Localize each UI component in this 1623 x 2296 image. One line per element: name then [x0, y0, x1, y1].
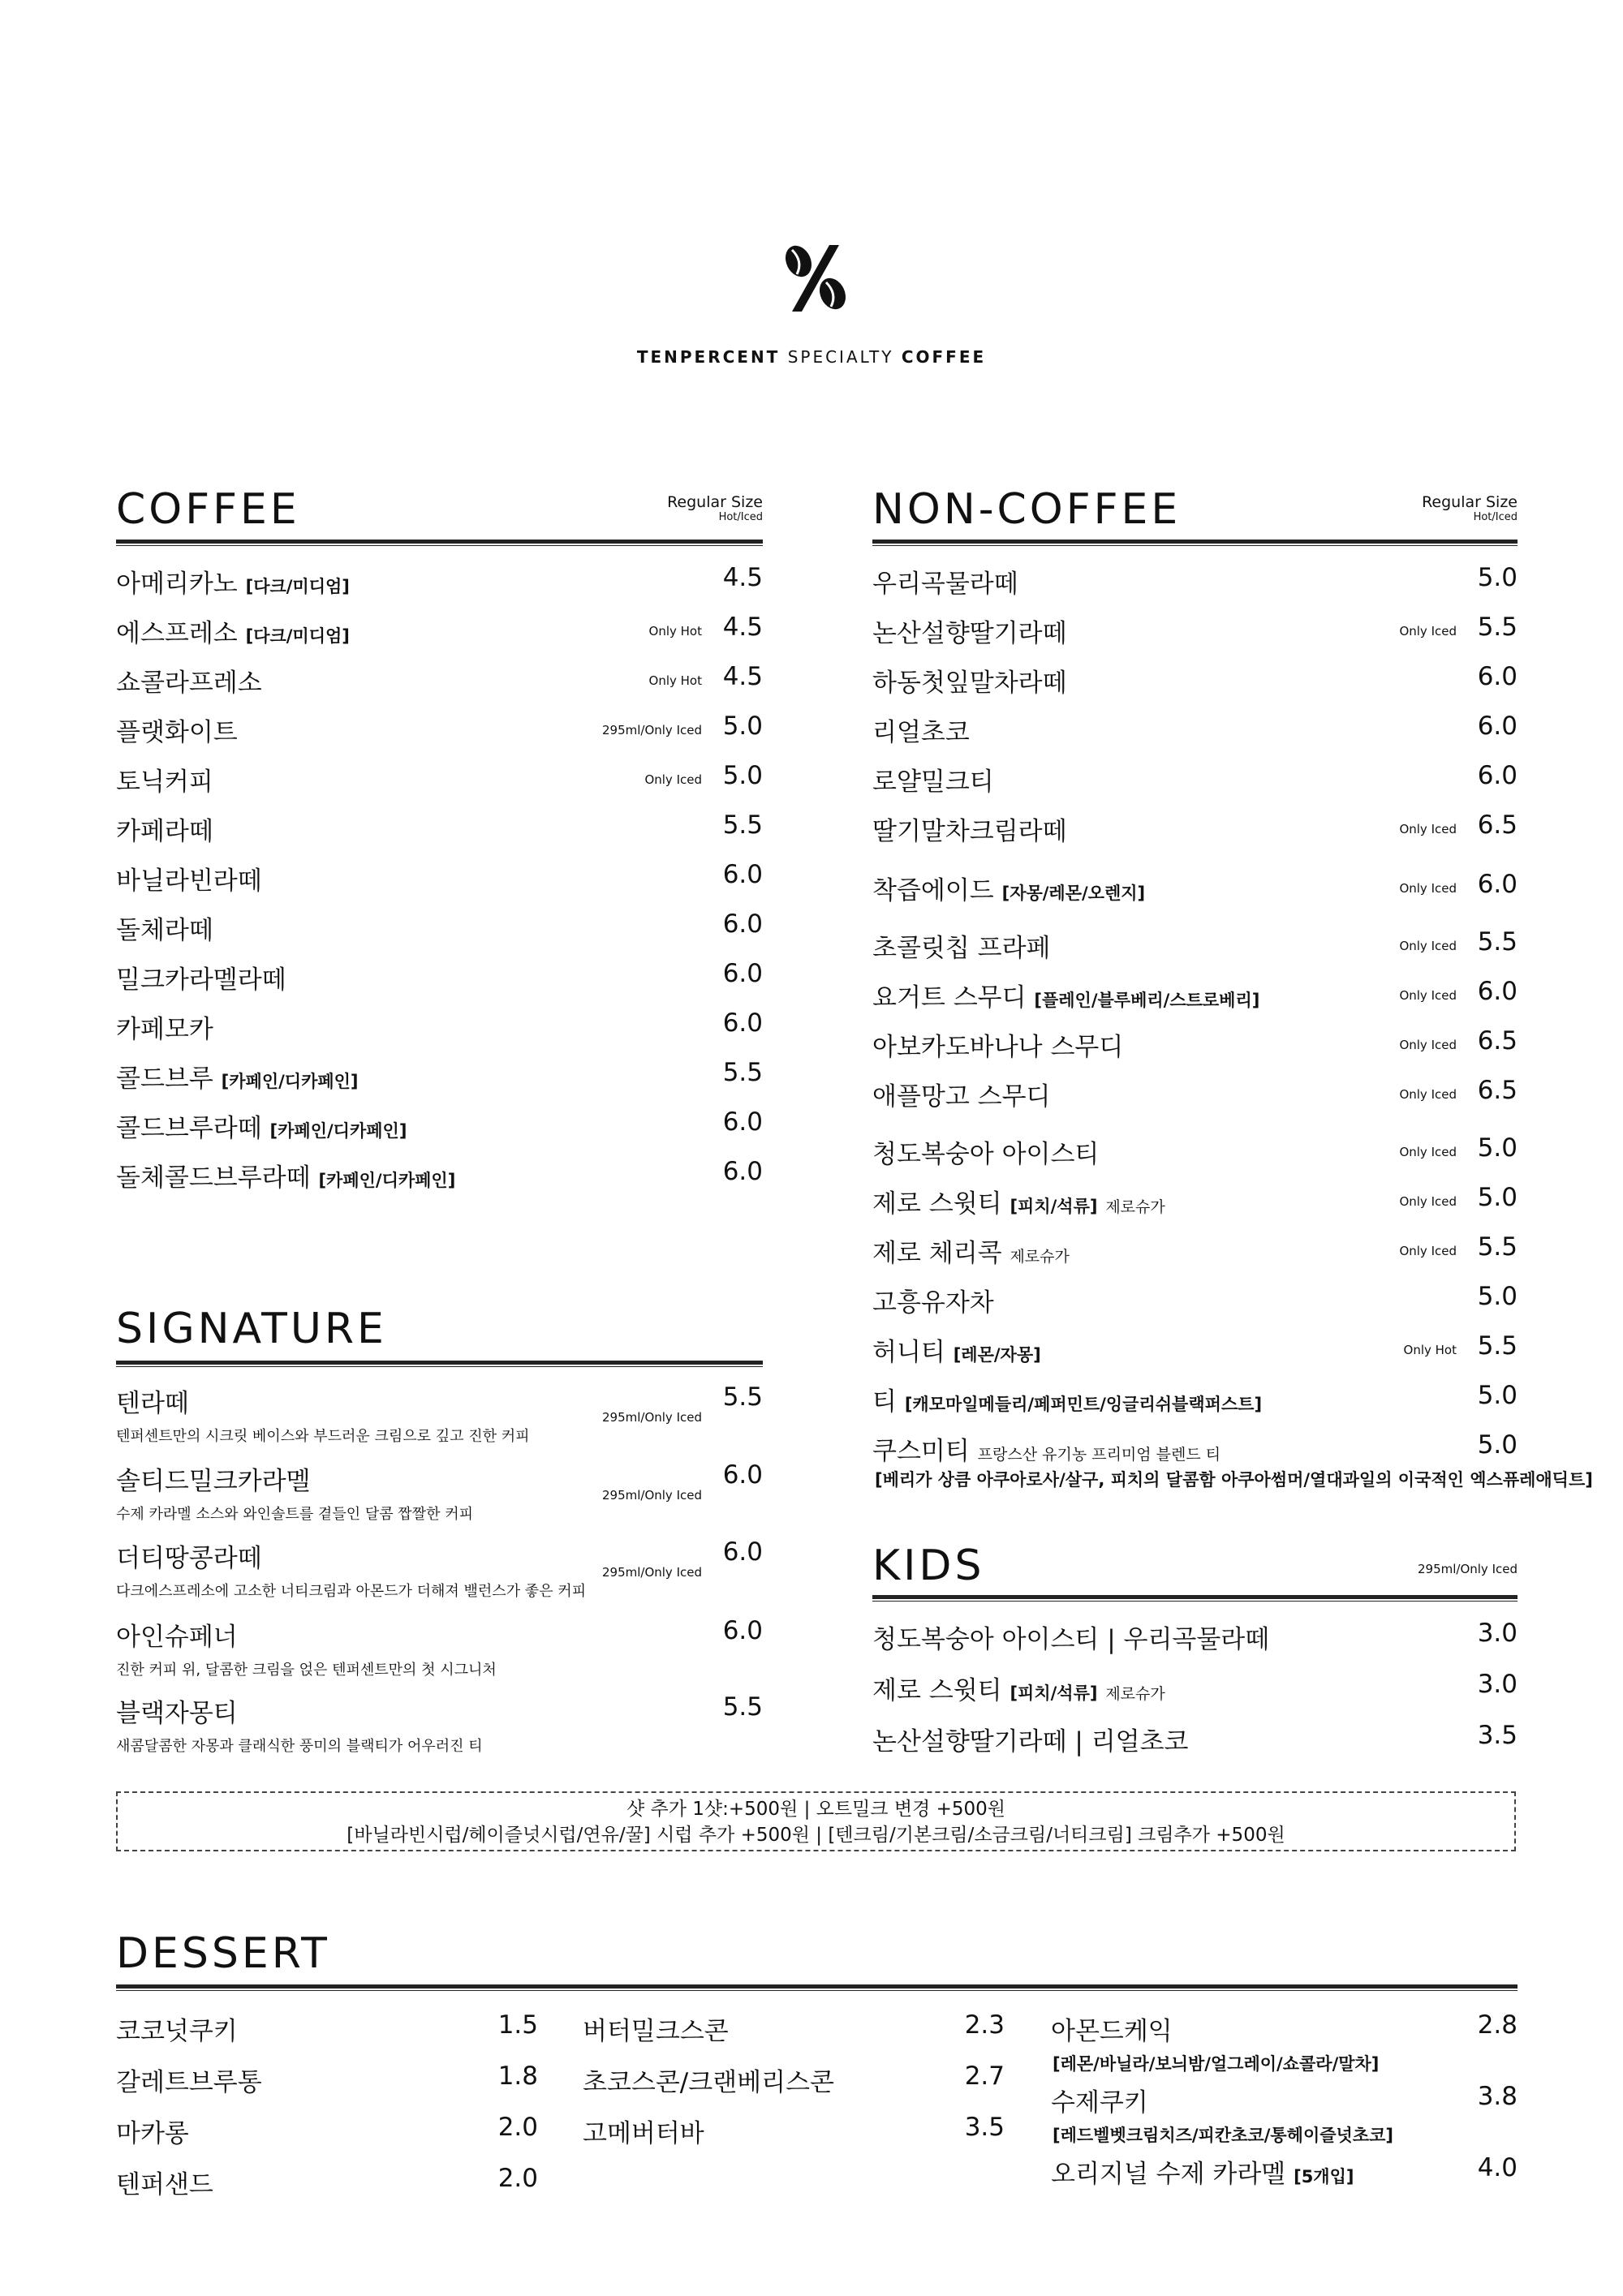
menu-item-title: 밀크카라멜라떼: [116, 965, 286, 995]
menu-item-price: 3.0: [1477, 1670, 1518, 1699]
coffee-section-title: COFFEE: [116, 485, 300, 534]
menu-item-row: [116, 2164, 538, 2204]
menu-item-price: 3.8: [1477, 2082, 1518, 2111]
menu-item-row: [116, 563, 763, 604]
menu-item-price: 3.5: [1477, 1721, 1518, 1750]
menu-item-price: 6.0: [1477, 662, 1518, 691]
menu-item-name: [116, 1008, 213, 1045]
dessert-detail: [레드벨벳크림치즈/피칸초코/통헤이즐넛초코]: [1053, 2126, 1393, 2145]
menu-item-title: 플랫화이트: [116, 718, 238, 747]
menu-item-title: 논산설향딸기라떼 | 리얼초코: [872, 1727, 1189, 1756]
menu-item-price: 6.0: [1477, 712, 1518, 741]
menu-item-title: 요거트 스무디: [872, 983, 1027, 1013]
menu-item-row: [872, 761, 1518, 802]
menu-item-option: [자몽/레몬/오렌지]: [1001, 884, 1146, 903]
menu-item-title: 수제쿠키: [1051, 2088, 1148, 2118]
menu-item-price: 5.0: [1477, 1381, 1518, 1410]
menu-item-name: [116, 810, 213, 847]
menu-item-option: [레몬/자몽]: [953, 1345, 1041, 1365]
menu-item-row: [1051, 2010, 1518, 2051]
kids-divider: [872, 1595, 1518, 1602]
addon-options-box: [116, 1791, 1516, 1851]
menu-item-name: [872, 761, 994, 798]
menu-item-price: 5.0: [1477, 1282, 1518, 1311]
menu-item-title: 제로 스윗티: [872, 1189, 1002, 1219]
menu-item-price: 5.5: [722, 1382, 763, 1412]
menu-item-price: 6.0: [722, 1616, 763, 1645]
menu-item-name: [872, 1619, 1269, 1655]
menu-item-option: [카페인/디카페인]: [318, 1171, 456, 1190]
menu-item-price: 1.5: [497, 2010, 538, 2040]
menu-item-row: [116, 613, 763, 653]
menu-item-name: [116, 1460, 311, 1497]
menu-item-name: [116, 761, 213, 798]
menu-item-title: 제로 체리콕: [872, 1239, 1002, 1268]
menu-item-price: 6.0: [1477, 761, 1518, 790]
menu-item-name: [116, 1058, 359, 1094]
menu-item-name: [116, 1537, 262, 1574]
menu-item-name: [872, 870, 1145, 906]
menu-item-price: 6.0: [722, 909, 763, 939]
menu-item-title: 더티땅콩라떼: [116, 1544, 262, 1573]
menu-item-price: 6.0: [722, 1460, 763, 1490]
menu-item-price: 2.3: [964, 2010, 1005, 2040]
menu-item-name: [872, 1331, 1041, 1368]
percent-coffee-bean-icon: [779, 243, 852, 312]
menu-item-title: 솔티드밀크카라멜: [116, 1467, 311, 1496]
menu-item-row: [872, 977, 1518, 1017]
noncoffee-section-title: NON-COFFEE: [872, 485, 1182, 534]
menu-item-row: [116, 1616, 763, 1657]
menu-item-title: 콜드브루라떼: [116, 1114, 262, 1143]
menu-item-price: 5.5: [722, 1058, 763, 1087]
menu-item-note: Only Iced: [1399, 1244, 1457, 1258]
menu-item-price: 2.0: [497, 2113, 538, 2142]
menu-item-note: Only Iced: [644, 772, 702, 787]
menu-item-row: [116, 2010, 538, 2051]
menu-item-title: 허니티: [872, 1338, 945, 1367]
menu-item-title: 아보카도바나나 스무디: [872, 1033, 1124, 1062]
menu-item-title: 쇼콜라프레소: [116, 669, 262, 698]
menu-item-row: [116, 1008, 763, 1049]
menu-item-price: 3.5: [964, 2113, 1005, 2142]
menu-item-price: 6.5: [1477, 1026, 1518, 1056]
menu-item-name: [1051, 2153, 1354, 2190]
menu-item-title: 에스프레소: [116, 619, 238, 648]
menu-item-row: [116, 761, 763, 802]
menu-item-price: 5.0: [1477, 563, 1518, 592]
menu-item-row: [872, 613, 1518, 653]
menu-item-name: [872, 1183, 1165, 1219]
menu-item-row: [872, 1282, 1518, 1322]
menu-item-title: 마카롱: [116, 2119, 189, 2148]
menu-item-note: 295ml/Only Iced: [601, 1488, 702, 1503]
menu-item-name: [116, 662, 262, 699]
menu-item-price: 5.0: [1477, 1183, 1518, 1212]
menu-item-price: 2.8: [1477, 2010, 1518, 2040]
menu-item-note: Only Hot: [648, 624, 702, 638]
menu-item-title: 아몬드케익: [1051, 2017, 1173, 2046]
menu-item-title: 카페모카: [116, 1015, 213, 1044]
menu-item-description: 텐퍼센트만의 시크릿 베이스와 부드러운 크림으로 깊고 진한 커피: [116, 1428, 530, 1445]
menu-item-price: 5.0: [722, 761, 763, 790]
menu-item-name: [872, 563, 1018, 600]
menu-item-title: 코코넛쿠키: [116, 2017, 238, 2046]
menu-item-note: Only Iced: [1399, 822, 1457, 836]
menu-item-row: [1051, 2082, 1518, 2122]
noncoffee-divider: [872, 540, 1518, 546]
menu-item-name: [116, 712, 238, 748]
menu-item-row: [116, 860, 763, 901]
menu-item-title: 초코스콘/크랜베리스콘: [583, 2068, 834, 2097]
menu-item-name: [116, 2164, 213, 2200]
menu-item-row: [872, 1381, 1518, 1421]
menu-item-name: [116, 959, 286, 995]
menu-item-title: 논산설향딸기라떼: [872, 619, 1067, 648]
menu-item-price: 5.0: [722, 712, 763, 741]
menu-item-title: 애플망고 스무디: [872, 1082, 1051, 1111]
menu-item-note: Only Hot: [648, 673, 702, 688]
kusmi-detail: [베리가 상큼 아쿠아로사/살구, 피치의 달콤함 아쿠아썸머/열대과일의 이국적인 엑스퓨레애딕트]: [875, 1470, 1593, 1490]
menu-item-price: 4.5: [722, 662, 763, 691]
menu-item-row: [116, 1107, 763, 1148]
menu-item-name: [872, 1076, 1050, 1112]
dessert-detail: [레몬/바닐라/보늬밤/얼그레이/쇼콜라/말차]: [1053, 2054, 1380, 2074]
menu-item-name: [872, 1381, 1262, 1417]
menu-item-option: [카페인/디카페인]: [221, 1072, 359, 1091]
menu-item-option: [다크/미디엄]: [245, 626, 350, 646]
menu-item-row: [116, 1382, 763, 1423]
menu-item-price: 6.5: [1477, 810, 1518, 840]
menu-item-note: Only Iced: [1399, 1194, 1457, 1209]
menu-item-row: [872, 927, 1518, 968]
menu-item-name: [872, 977, 1259, 1013]
menu-item-option: [피치/석류]: [1010, 1197, 1098, 1216]
menu-item-title: 티: [872, 1387, 897, 1417]
menu-item-title: 아메리카노: [116, 570, 238, 599]
menu-item-row: [116, 712, 763, 752]
menu-item-title: 리얼초코: [872, 718, 970, 747]
menu-item-title: 우리곡물라떼: [872, 570, 1018, 599]
menu-item-name: [872, 1670, 1165, 1706]
menu-item-name: [116, 1692, 238, 1729]
menu-item-title: 블랙자몽티: [116, 1699, 238, 1728]
menu-item-option: [플레인/블루베리/스트로베리]: [1034, 991, 1260, 1010]
menu-item-price: 6.0: [1477, 977, 1518, 1006]
kids-size-note: 295ml/Only Iced: [1417, 1562, 1518, 1576]
menu-item-row: [872, 870, 1518, 910]
menu-item-price: 4.0: [1477, 2153, 1518, 2182]
menu-item-row: [116, 1460, 763, 1501]
menu-item-title: 카페라떼: [116, 817, 213, 846]
menu-item-name: [116, 563, 350, 600]
menu-item-title: 아인슈페너: [116, 1623, 238, 1652]
menu-item-price: 5.5: [1477, 613, 1518, 642]
menu-item-row: [872, 810, 1518, 851]
menu-item-row: [872, 1331, 1518, 1372]
menu-item-name: [872, 1026, 1123, 1063]
menu-item-name: [116, 1157, 455, 1193]
menu-item-price: 4.5: [722, 613, 763, 642]
menu-item-row: [872, 1670, 1518, 1710]
menu-item-option: [캐모마일메들리/페퍼민트/잉글리쉬블랙퍼스트]: [904, 1395, 1263, 1414]
brand-name: TENPERCENT SPECIALTY COFFEE: [636, 347, 987, 367]
menu-item-row: [872, 1232, 1518, 1273]
menu-item-row: [116, 1058, 763, 1099]
menu-item-name: [872, 927, 1050, 964]
menu-item-name: [116, 1616, 238, 1653]
menu-item-price: 5.5: [722, 1692, 763, 1722]
menu-item-price: 4.5: [722, 563, 763, 592]
menu-item-note: 295ml/Only Iced: [601, 1565, 702, 1580]
menu-item-name: [872, 1232, 1070, 1269]
menu-item-option: [다크/미디엄]: [245, 577, 350, 596]
menu-item-title: 고흥유자차: [872, 1288, 994, 1318]
kids-section-title: KIDS: [872, 1541, 985, 1590]
addon-line-2: [바닐라빈시럽/헤이즐넛시럽/연유/꿀] 시럽 추가 +500원 | [텐크림/기본크림/소금크림/너티크림] 크림추가 +500원: [347, 1825, 1285, 1846]
menu-item-price: 1.8: [497, 2062, 538, 2091]
menu-item-description: 수제 카라멜 소스와 와인솔트를 곁들인 달콤 짭짤한 커피: [116, 1506, 473, 1523]
menu-item-title: 바닐라빈라떼: [116, 866, 262, 896]
menu-item-title: 초콜릿칩 프라페: [872, 934, 1051, 963]
menu-item-row: [872, 1619, 1518, 1659]
menu-item-name: [116, 2113, 189, 2149]
menu-item-price: 5.5: [722, 810, 763, 840]
menu-item-row: [872, 1026, 1518, 1067]
menu-item-option: [5개입]: [1294, 2167, 1354, 2186]
menu-item-subnote: 제로슈가: [1105, 1198, 1165, 1216]
menu-item-row: [872, 662, 1518, 703]
menu-item-row: [116, 1692, 763, 1733]
menu-item-row: [116, 810, 763, 851]
menu-item-price: 6.0: [722, 860, 763, 889]
menu-item-subnote: 제로슈가: [1010, 1248, 1070, 1266]
menu-item-price: 5.0: [1477, 1430, 1518, 1460]
menu-item-row: [583, 2062, 1005, 2102]
menu-item-name: [872, 662, 1067, 699]
menu-item-note: Only Iced: [1399, 881, 1457, 896]
menu-item-title: 토닉커피: [116, 767, 213, 797]
menu-item-price: 6.0: [722, 1157, 763, 1186]
menu-item-title: 고메버터바: [583, 2119, 704, 2148]
menu-item-title: 제로 스윗티: [872, 1676, 1002, 1705]
menu-item-row: [583, 2113, 1005, 2153]
menu-item-row: [872, 1430, 1518, 1471]
menu-item-name: [872, 1282, 994, 1318]
menu-item-name: [872, 1721, 1189, 1757]
menu-item-title: 쿠스미티: [872, 1437, 970, 1466]
menu-item-name: [872, 1430, 1220, 1467]
dessert-section-title: DESSERT: [116, 1929, 330, 1978]
menu-item-name: [872, 810, 1067, 847]
menu-item-price: 2.0: [497, 2164, 538, 2193]
menu-item-row: [116, 2062, 538, 2102]
menu-item-price: 6.0: [722, 1008, 763, 1038]
menu-item-subnote: 프랑스산 유기농 프리미엄 블렌드 티: [977, 1446, 1221, 1464]
menu-item-row: [872, 1133, 1518, 1174]
menu-item-title: 청도복숭아 아이스티 | 우리곡물라떼: [872, 1625, 1270, 1654]
menu-item-description: 다크에스프레소에 고소한 너티크림과 아몬드가 더해져 밸런스가 좋은 커피: [116, 1583, 587, 1600]
menu-item-note: 295ml/Only Iced: [601, 1410, 702, 1425]
coffee-divider: [116, 540, 763, 546]
menu-item-option: [피치/석류]: [1010, 1683, 1098, 1703]
coffee-size-label: Regular Size Hot/Iced: [667, 493, 763, 523]
menu-item-title: 콜드브루: [116, 1064, 213, 1094]
menu-item-row: [116, 909, 763, 950]
menu-item-name: [583, 2010, 729, 2047]
menu-item-name: [116, 909, 213, 946]
menu-item-price: 6.0: [722, 959, 763, 988]
menu-item-title: 착즙에이드: [872, 876, 994, 905]
menu-item-name: [872, 613, 1067, 649]
menu-item-note: Only Iced: [1399, 1038, 1457, 1052]
menu-item-note: Only Hot: [1403, 1343, 1457, 1357]
menu-item-price: 5.5: [1477, 1232, 1518, 1262]
menu-item-row: [872, 1721, 1518, 1761]
menu-item-name: [583, 2062, 834, 2098]
menu-item-row: [583, 2010, 1005, 2051]
menu-item-row: [872, 712, 1518, 752]
menu-item-description: 새콤달콤한 자몽과 클래식한 풍미의 블랙티가 어우러진 티: [116, 1738, 483, 1755]
menu-item-note: Only Iced: [1399, 624, 1457, 638]
menu-item-name: [1051, 2010, 1173, 2047]
menu-item-row: [116, 1157, 763, 1197]
menu-item-price: 6.0: [722, 1107, 763, 1137]
menu-item-row: [872, 563, 1518, 604]
menu-item-row: [872, 1076, 1518, 1116]
menu-item-title: 딸기말차크림라떼: [872, 817, 1067, 846]
menu-item-price: 6.5: [1477, 1076, 1518, 1105]
menu-item-name: [583, 2113, 704, 2149]
menu-item-price: 5.5: [1477, 927, 1518, 957]
menu-item-title: 텐퍼샌드: [116, 2170, 213, 2199]
menu-item-title: 청도복숭아 아이스티: [872, 1140, 1100, 1169]
menu-item-row: [872, 1183, 1518, 1223]
menu-item-note: Only Iced: [1399, 939, 1457, 953]
menu-item-row: [116, 662, 763, 703]
menu-item-option: [카페인/디카페인]: [269, 1121, 407, 1141]
menu-item-row: [1051, 2153, 1518, 2194]
menu-item-name: [116, 1107, 407, 1144]
menu-item-title: 로얄밀크티: [872, 767, 994, 797]
menu-item-name: [116, 860, 262, 896]
menu-item-note: Only Iced: [1399, 1145, 1457, 1159]
menu-item-description: 진한 커피 위, 달콤한 크림을 얹은 텐퍼센트만의 첫 시그니처: [116, 1662, 497, 1679]
menu-item-note: Only Iced: [1399, 988, 1457, 1003]
menu-item-title: 갈레트브루통: [116, 2068, 262, 2097]
noncoffee-size-label: Regular Size Hot/Iced: [1422, 493, 1518, 523]
menu-item-name: [116, 2062, 262, 2098]
menu-item-title: 돌체콜드브루라떼: [116, 1163, 311, 1193]
menu-item-name: [872, 1133, 1099, 1170]
menu-item-note: Only Iced: [1399, 1087, 1457, 1102]
menu-item-name: [116, 1382, 189, 1419]
menu-item-name: [1051, 2082, 1148, 2118]
menu-item-title: 오리지널 수제 카라멜: [1051, 2160, 1286, 2189]
menu-item-price: 5.5: [1477, 1331, 1518, 1361]
menu-item-title: 돌체라떼: [116, 916, 213, 945]
dessert-divider: [116, 1984, 1518, 1991]
menu-item-note: 295ml/Only Iced: [601, 723, 702, 737]
menu-item-row: [116, 2113, 538, 2153]
menu-item-title: 텐라떼: [116, 1389, 189, 1418]
menu-item-price: 6.0: [722, 1537, 763, 1567]
menu-item-name: [116, 2010, 238, 2047]
menu-item-row: [116, 959, 763, 1000]
menu-item-price: 5.0: [1477, 1133, 1518, 1163]
menu-item-price: 6.0: [1477, 870, 1518, 899]
menu-item-name: [116, 613, 350, 649]
menu-item-title: 하동첫잎말차라떼: [872, 669, 1067, 698]
menu-item-title: 버터밀크스콘: [583, 2017, 729, 2046]
menu-item-row: [116, 1537, 763, 1578]
menu-item-price: 3.0: [1477, 1619, 1518, 1648]
menu-item-subnote: 제로슈가: [1105, 1685, 1165, 1703]
signature-section-title: SIGNATURE: [116, 1305, 387, 1353]
signature-divider: [116, 1361, 763, 1367]
menu-item-name: [872, 712, 970, 748]
addon-line-1: 샷 추가 1샷:+500원 | 오트밀크 변경 +500원: [626, 1799, 1005, 1820]
menu-item-price: 2.7: [964, 2062, 1005, 2091]
